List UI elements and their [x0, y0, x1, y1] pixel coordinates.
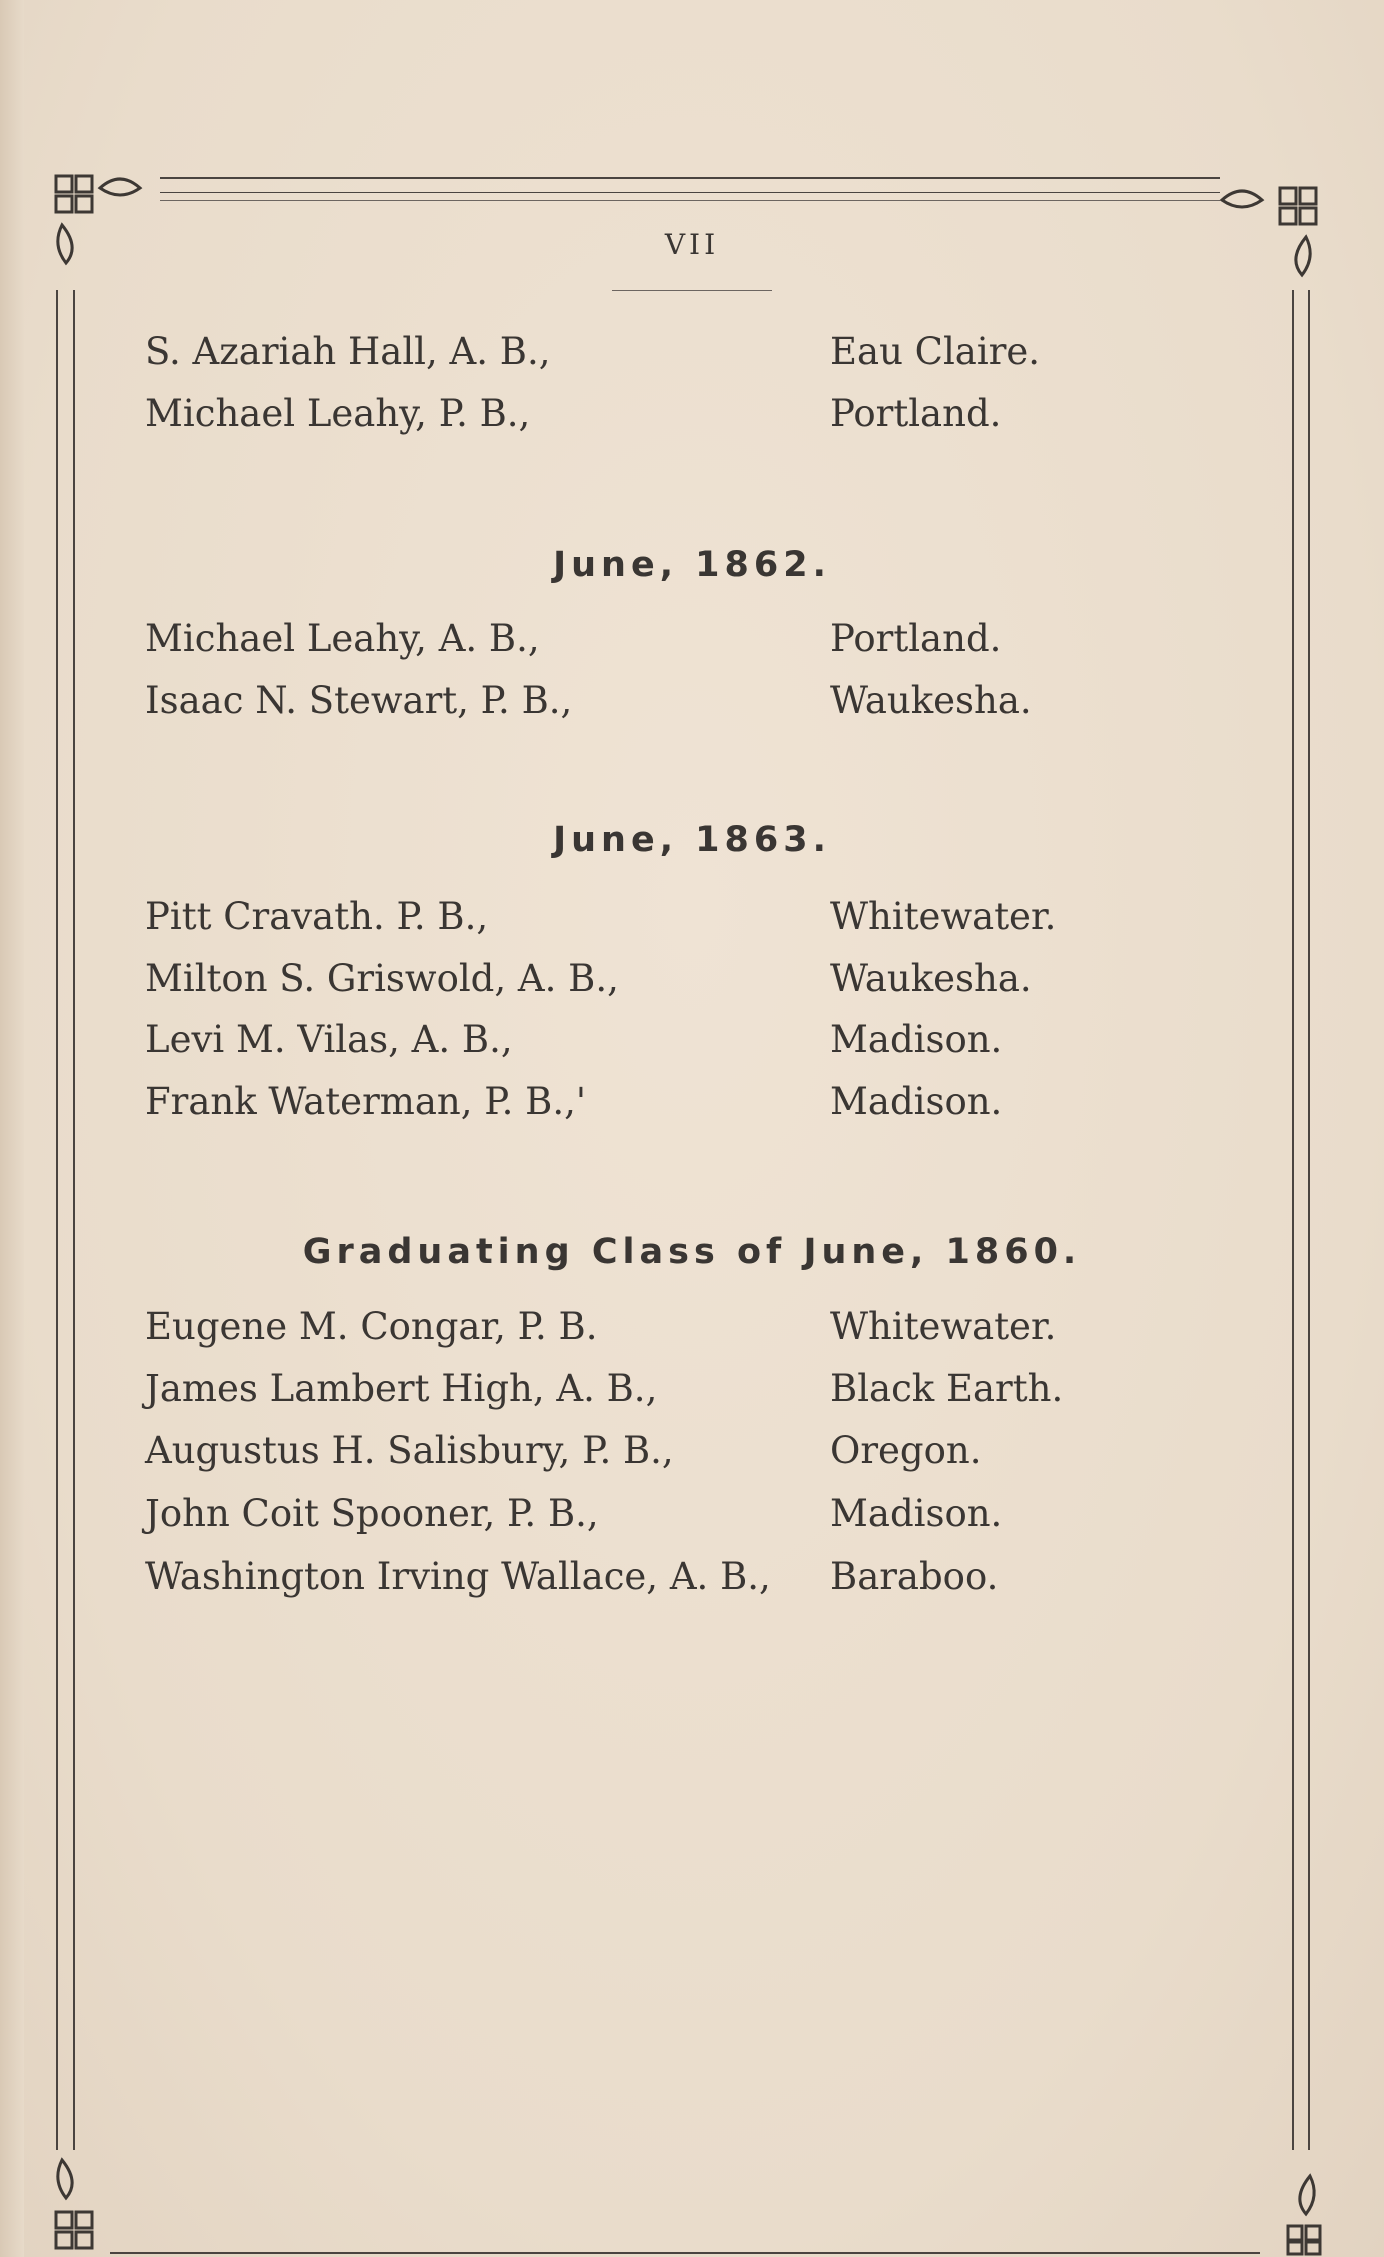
list-item — [0, 392, 1384, 442]
graduate-place: Whitewater. — [830, 1305, 1057, 1348]
list-item — [0, 679, 1384, 729]
graduate-place: Portland. — [830, 617, 1002, 660]
graduate-name: Milton S. Griswold, A. B., — [145, 957, 619, 1000]
section-heading: Graduating Class of June, 1860. — [302, 1232, 1082, 1272]
graduate-place: Whitewater. — [830, 895, 1057, 938]
graduate-name: Washington Irving Wallace, A. B., — [145, 1555, 771, 1598]
graduate-place: Madison. — [830, 1492, 1003, 1535]
ornament-bottom-left-icon — [50, 2150, 140, 2257]
list-item — [0, 1367, 1384, 1417]
list-item — [0, 957, 1384, 1007]
graduate-place: Black Earth. — [830, 1367, 1064, 1410]
frame-top-rule-thin — [160, 200, 1220, 201]
list-item — [0, 1080, 1384, 1130]
graduate-place: Madison. — [830, 1080, 1003, 1123]
list-item — [0, 1555, 1384, 1605]
list-item — [0, 1429, 1384, 1479]
graduate-place: Eau Claire. — [830, 330, 1041, 373]
frame-top-rule-inner — [160, 192, 1220, 193]
graduate-name: S. Azariah Hall, A. B., — [145, 330, 551, 373]
graduate-name: Isaac N. Stewart, P. B., — [145, 679, 573, 722]
graduate-name: Levi M. Vilas, A. B., — [145, 1018, 513, 1061]
page-number-rule — [612, 290, 772, 291]
graduate-place: Waukesha. — [830, 679, 1032, 722]
graduate-place: Baraboo. — [830, 1555, 999, 1598]
list-item — [0, 330, 1384, 380]
graduate-name: James Lambert High, A. B., — [145, 1367, 658, 1410]
list-item — [0, 617, 1384, 667]
section-heading: June, 1863. — [553, 820, 831, 860]
graduate-place: Waukesha. — [830, 957, 1032, 1000]
frame-top-rule — [160, 177, 1220, 179]
graduate-name: John Coit Spooner, P. B., — [145, 1492, 599, 1535]
graduate-name: Michael Leahy, A. B., — [145, 617, 540, 660]
graduate-place: Oregon. — [830, 1429, 982, 1472]
graduate-name: Augustus H. Salisbury, P. B., — [145, 1429, 674, 1472]
graduate-name: Michael Leahy, P. B., — [145, 392, 531, 435]
list-item — [0, 1492, 1384, 1542]
graduate-name: Pitt Cravath. P. B., — [145, 895, 489, 938]
graduate-name: Frank Waterman, P. B.,' — [145, 1080, 587, 1123]
graduate-name: Eugene M. Congar, P. B. — [145, 1305, 598, 1348]
list-item — [0, 1305, 1384, 1355]
page-number: VII — [664, 228, 720, 261]
ornament-top-left-icon — [50, 170, 160, 280]
list-item — [0, 895, 1384, 945]
graduate-place: Madison. — [830, 1018, 1003, 1061]
section-heading: June, 1862. — [553, 545, 831, 585]
graduate-place: Portland. — [830, 392, 1002, 435]
frame-bottom-rule — [110, 2252, 1260, 2254]
ornament-bottom-right-icon — [1240, 2170, 1330, 2257]
list-item — [0, 1018, 1384, 1068]
